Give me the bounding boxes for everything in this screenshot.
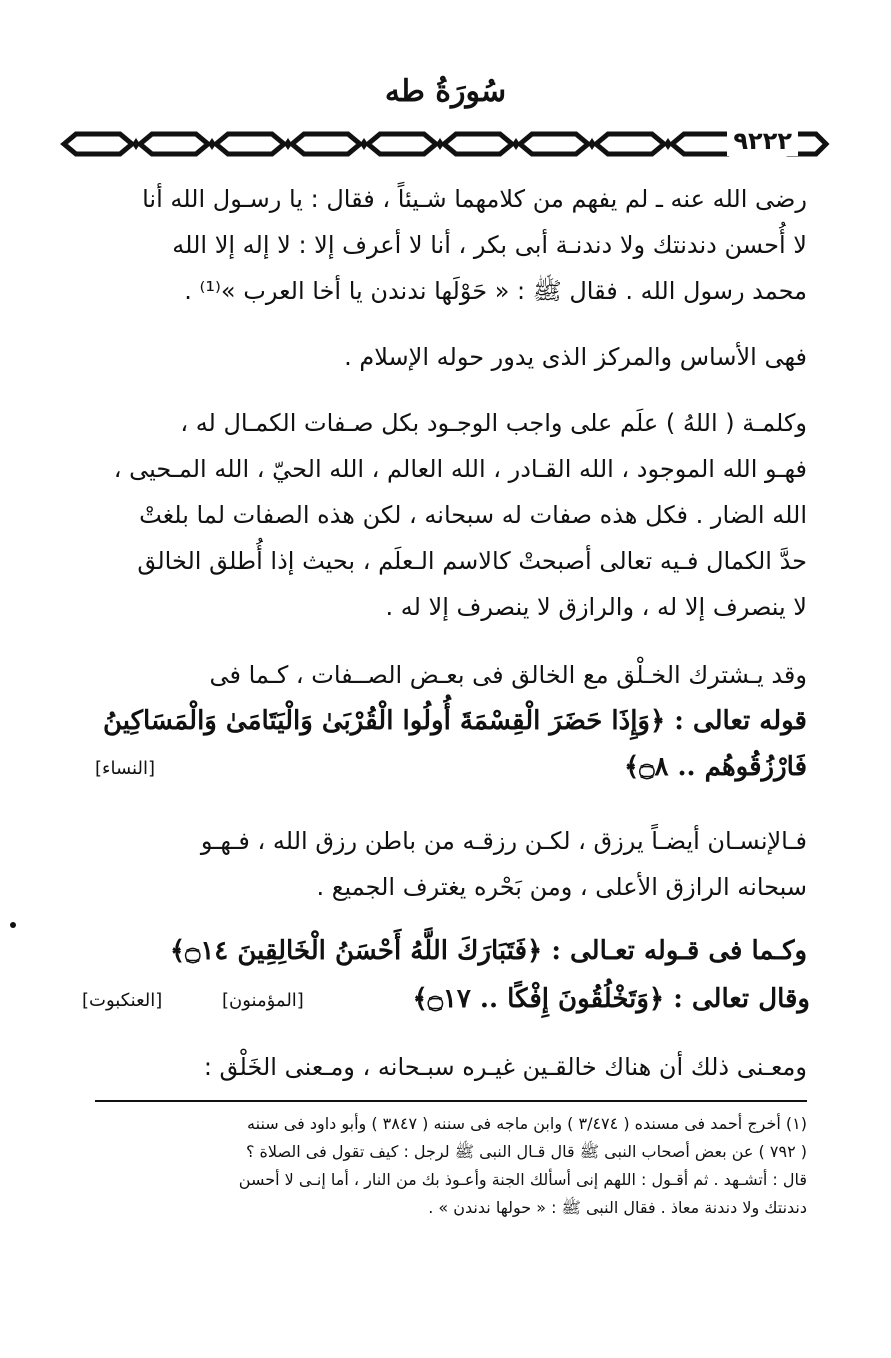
quran-verse: فَارْزُقُوهُم .. ۝٨﴾ <box>624 752 807 782</box>
margin-mark <box>10 922 16 928</box>
text-line: لا أُحسن دندنتك ولا دندنـة أبى بكر ، أنا لا أعرف إلا : لا إله إلا الله <box>172 231 807 259</box>
paragraph <box>80 400 807 630</box>
footnote-line: (١) أخرج أحمد فى مسنده ( ٣/٤٧٤ ) وابن ماجه فى سننه ( ٣٨٤٧ ) وأبو داود فى سننه <box>247 1114 807 1133</box>
text-line: حدَّ الكمال فـيه تعالى أصبحتْ كالاسم الـعلَم ، بحيث إذا أُطلق الخالق <box>137 547 807 575</box>
quran-verse: وقال تعالى : ﴿وَتَخْلُقُونَ إِفْكًا .. ۝١٧﴾ <box>412 984 810 1014</box>
text-line: فهى الأساس والمركز الذى يدور حوله الإسلام . <box>344 343 807 371</box>
text-line: فهـو الله الموجود ، الله القـادر ، الله العالم ، الله الحيّ ، الله المـحيى ، <box>113 455 807 483</box>
text-line: الله الضار . فكل هذه صفات له سبحانه ، لكن هذه الصفات لما بلغتْ <box>139 501 807 529</box>
footnote-line: قال : أتشـهد . ثم أقـول : اللهم إنى أسألك الجنة وأعـوذ بك من النار ، أما إنـى لا أحسن <box>238 1170 807 1189</box>
text-line: وكلمـة ( اللهُ ) علَم على واجب الوجـود بكل صـفات الكمـال له ، <box>180 409 807 437</box>
header-border <box>60 124 832 164</box>
text-line: لا ينصرف إلا له ، والرازق لا ينصرف إلا له . <box>385 593 807 621</box>
quran-verse: قوله تعالى : ﴿وَإِذَا حَضَرَ الْقِسْمَةَ أُولُوا الْقُرْبَىٰ وَالْيَتَامَىٰ وَالْمَسَاكِينُ <box>102 706 807 736</box>
verse-source: [العنكبوت] <box>82 990 163 1011</box>
paragraph <box>310 976 810 1022</box>
text-line: رضى الله عنه ـ لم يفهم من كلامهما شـيئاً ، فقال : يا رسـول الله أنا <box>142 185 807 213</box>
paragraph <box>80 1044 807 1090</box>
text-line: وقد يـشترك الخـلْق مع الخالق فى بعـض الصــفات ، كـما فى <box>209 661 807 689</box>
paragraph <box>80 334 807 380</box>
paragraph <box>80 176 807 314</box>
footnote-divider <box>95 1100 807 1102</box>
footnotes <box>95 1110 807 1222</box>
quran-verse: وكـما فى قـوله تعـالى : ﴿فَتَبَارَكَ اللَّهُ أَحْسَنُ الْخَالِقِينَ ۝١٤﴾ <box>169 936 807 966</box>
text-line: سبحانه الرازق الأعلى ، ومن بَحْره يغترف الجميع . <box>316 873 807 901</box>
footnote-line: ( ٧٩٢ ) عن بعض أصحاب النبى ﷺ قال قـال النبى ﷺ لرجل : كيف تقول فى الصلاة ؟ <box>245 1142 807 1161</box>
text-line: ومعـنى ذلك أن هناك خالقـين غيـره سبـحانه ، ومـعنى الخَلْق : <box>203 1053 807 1081</box>
footnote-line: دندنتك ولا دندنة معاذ . فقال النبى ﷺ : « حولها ندندن » . <box>428 1198 807 1217</box>
text-line: فـالإنسـان أيضـاً يرزق ، لكـن رزقـه من باطن رزق الله ، فـهـو <box>200 827 807 855</box>
text-line: محمد رسول الله . فقال ﷺ : « حَوْلَها ندندن يا أخا العرب »⁽¹⁾ . <box>184 277 807 305</box>
paragraph <box>80 652 807 790</box>
ornamental-border-icon <box>60 130 832 158</box>
paragraph <box>80 818 807 910</box>
verse-source: [المؤمنون] <box>222 990 304 1011</box>
paragraph <box>80 928 807 974</box>
page-number: ٩٢٢٢ <box>727 126 798 156</box>
verse-source: [النساء] <box>95 758 155 779</box>
surah-title: سُورَةُ طه <box>384 74 507 109</box>
